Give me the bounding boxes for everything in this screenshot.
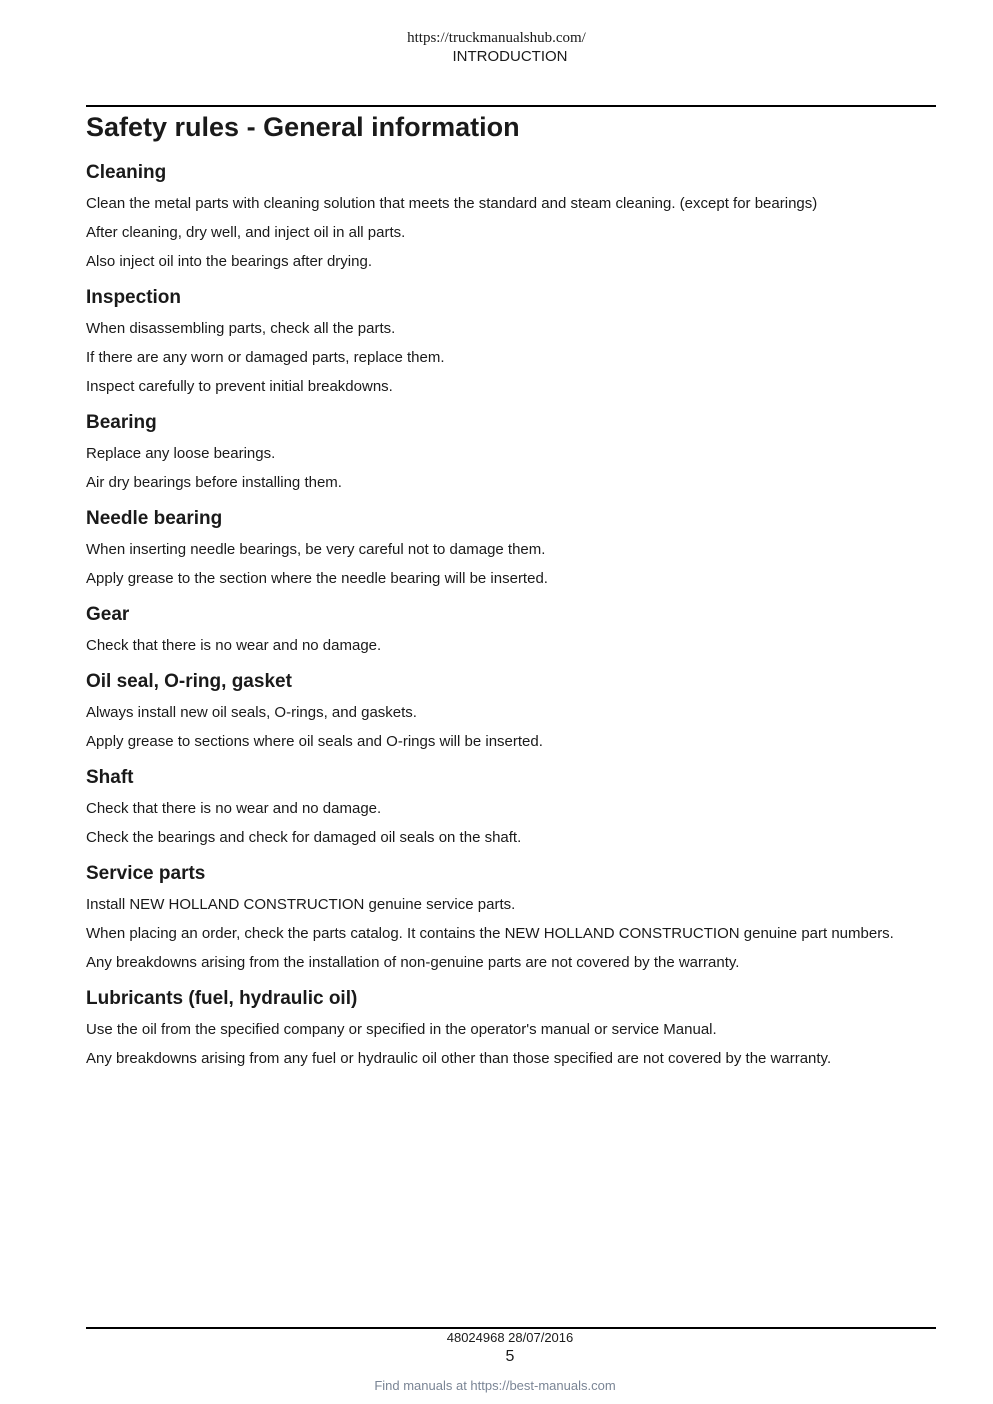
paragraph: After cleaning, dry well, and inject oil in all parts. <box>86 224 406 241</box>
paragraph: When placing an order, check the parts catalog. It contains the NEW HOLLAND CONSTRUCTION genuine part numbers. <box>86 925 894 942</box>
paragraph: Also inject oil into the bearings after drying. <box>86 253 372 270</box>
paragraph: Check the bearings and check for damaged oil seals on the shaft. <box>86 829 522 846</box>
paragraph: Apply grease to sections where oil seals and O-rings will be inserted. <box>86 733 543 750</box>
section-heading-inspection: Inspection <box>86 287 182 308</box>
paragraph: Use the oil from the specified company or specified in the operator's manual or service Manual. <box>86 1021 717 1038</box>
paragraph: When disassembling parts, check all the parts. <box>86 320 396 337</box>
section-label: INTRODUCTION <box>452 48 568 65</box>
paragraph: Inspect carefully to prevent initial breakdowns. <box>86 378 393 395</box>
section-heading-gear: Gear <box>86 604 130 625</box>
paragraph: Always install new oil seals, O-rings, and gaskets. <box>86 704 417 721</box>
footer-divider <box>86 1327 936 1329</box>
section-heading-service-parts: Service parts <box>86 863 206 884</box>
document-number: 48024968 28/07/2016 <box>446 1330 574 1345</box>
section-heading-needle-bearing: Needle bearing <box>86 508 223 529</box>
paragraph: Check that there is no wear and no damage. <box>86 637 382 654</box>
section-heading-lubricants: Lubricants (fuel, hydraulic oil) <box>86 988 358 1009</box>
header-url: https://truckmanualshub.com/ <box>407 30 586 46</box>
paragraph: Clean the metal parts with cleaning solution that meets the standard and steam cleaning. (except for bearings) <box>86 195 818 212</box>
paragraph: Apply grease to the section where the needle bearing will be inserted. <box>86 570 548 587</box>
paragraph: Any breakdowns arising from any fuel or hydraulic oil other than those specified are not covered by the warranty. <box>86 1050 832 1067</box>
paragraph: When inserting needle bearings, be very careful not to damage them. <box>86 541 546 558</box>
section-heading-oil-seal: Oil seal, O-ring, gasket <box>86 671 292 692</box>
footer-link[interactable]: Find manuals at https://best-manuals.com <box>374 1378 616 1393</box>
page-title: Safety rules - General information <box>86 112 520 142</box>
section-heading-cleaning: Cleaning <box>86 162 167 183</box>
paragraph: Install NEW HOLLAND CONSTRUCTION genuine service parts. <box>86 896 516 913</box>
section-heading-shaft: Shaft <box>86 767 134 788</box>
paragraph: Check that there is no wear and no damage. <box>86 800 382 817</box>
paragraph: Air dry bearings before installing them. <box>86 474 342 491</box>
paragraph: Any breakdowns arising from the installation of non-genuine parts are not covered by the warranty. <box>86 954 740 971</box>
paragraph: If there are any worn or damaged parts, replace them. <box>86 349 445 366</box>
paragraph: Replace any loose bearings. <box>86 445 276 462</box>
page-number: 5 <box>505 1348 515 1365</box>
document-body <box>86 108 936 1068</box>
section-heading-bearing: Bearing <box>86 412 157 433</box>
header-divider <box>86 105 936 107</box>
